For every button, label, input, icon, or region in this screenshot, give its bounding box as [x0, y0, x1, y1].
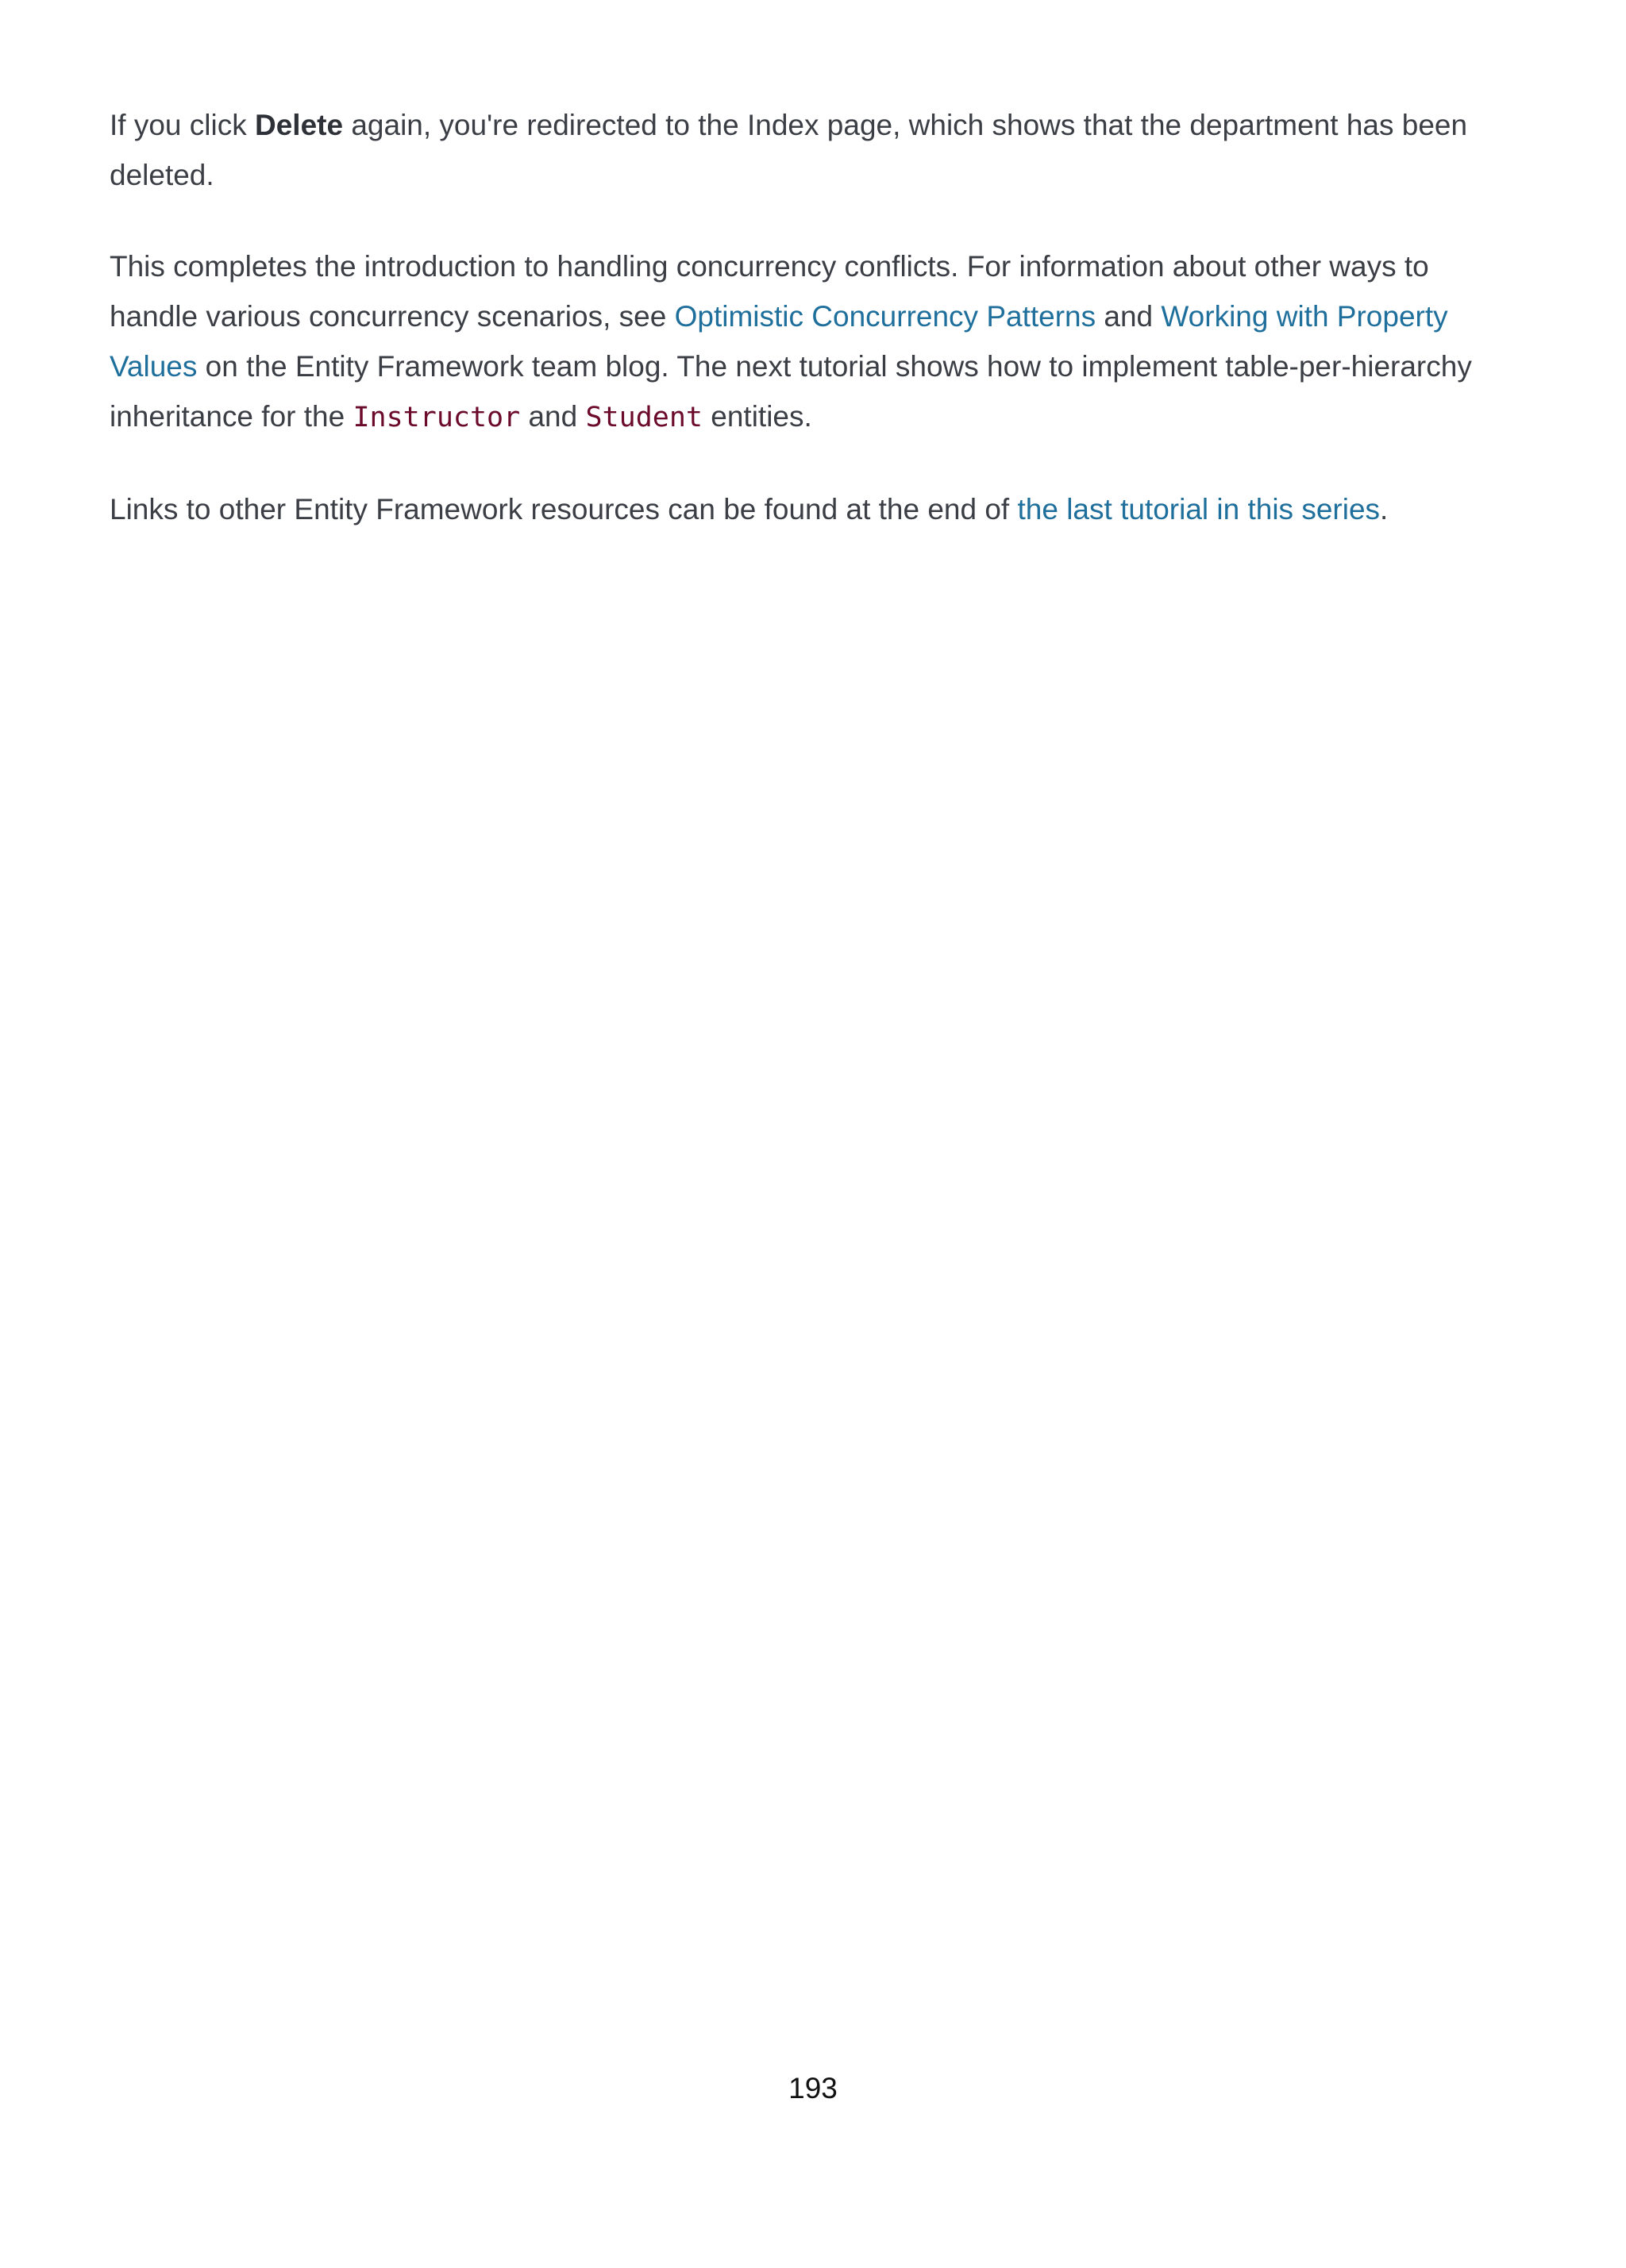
- text: and: [520, 400, 586, 433]
- text: This completes the introduction to handling concurrency conflicts. For information about other ways to handle various concurrency scenarios, see: [110, 250, 1429, 333]
- student-code: Student: [585, 402, 703, 433]
- text: and: [1096, 300, 1162, 333]
- text: If you click: [110, 109, 255, 141]
- text: entities.: [703, 400, 812, 433]
- text: again, you're redirected to the Index page, which shows that the department has been deleted.: [110, 109, 1468, 191]
- last-tutorial-link[interactable]: the last tutorial in this series: [1017, 493, 1381, 526]
- optimistic-concurrency-patterns-link[interactable]: Optimistic Concurrency Patterns: [674, 300, 1096, 333]
- paragraph-concurrency-summary: [110, 241, 1507, 443]
- instructor-code: Instructor: [353, 402, 521, 433]
- text: on the Entity Framework team blog. The next tutorial shows how to implement table-per-hierarchy inheritance for the: [110, 350, 1472, 433]
- text: Links to other Entity Framework resources can be found at the end of: [110, 493, 1018, 526]
- paragraph-resources: [110, 484, 1507, 534]
- page-number: 193: [788, 2072, 838, 2104]
- working-with-property-values-link[interactable]: Working with Property Values: [110, 300, 1448, 383]
- delete-bold: Delete: [255, 109, 344, 141]
- text: .: [1380, 493, 1389, 526]
- paragraph-delete-redirect: [110, 100, 1507, 200]
- document-body: [110, 100, 1507, 576]
